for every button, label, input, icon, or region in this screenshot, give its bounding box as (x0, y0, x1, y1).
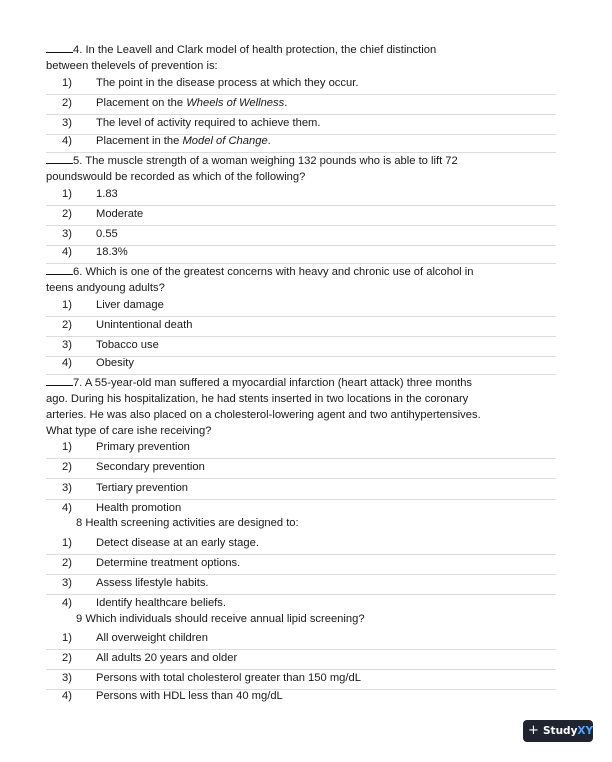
option-row (46, 649, 556, 670)
option-text: 0.55 (96, 228, 118, 240)
question-5-stem (46, 153, 501, 185)
option-number: 3) (62, 482, 72, 494)
plus-icon: + (528, 723, 539, 738)
option-text: Liver damage (96, 299, 164, 311)
brand-name: StudyXY (543, 725, 594, 737)
option-text: Moderate (96, 208, 144, 220)
option-row (46, 74, 556, 95)
option-text: Primary prevention (96, 441, 190, 453)
option-text: Placement on the Wheels of Wellness. (96, 97, 288, 109)
stem-line: 7. A 55-year-old man suffered a myocardial infarction (heart attack) three months (73, 377, 473, 389)
question-4-stem (46, 42, 501, 74)
option-number: 2) (62, 557, 72, 569)
option-row (46, 316, 556, 337)
question-8-stem (76, 515, 531, 531)
option-number: 4) (62, 690, 72, 702)
option-text: Assess lifestyle habits. (96, 577, 209, 589)
option-row (46, 479, 556, 500)
option-number: 1) (62, 537, 72, 549)
option-row (46, 458, 556, 479)
option-text: All adults 20 years and older (96, 652, 238, 664)
stem-line: 6. Which is one of the greatest concerns with heavy and chronic use of alcohol in (73, 266, 474, 278)
answer-blank (46, 376, 73, 386)
stem-line: between thelevels of prevention is: (46, 60, 218, 72)
option-number: 2) (62, 319, 72, 331)
option-number: 4) (62, 246, 72, 258)
option-row (46, 574, 556, 595)
option-text: Placement in the Model of Change. (96, 135, 271, 147)
option-row (46, 534, 556, 555)
option-text: Persons with total cholesterol greater than 150 mg/dL (96, 672, 361, 684)
stem-line: 8 Health screening activities are designed to: (76, 517, 299, 529)
option-number: 3) (62, 117, 72, 129)
option-number: 4) (62, 135, 72, 147)
stem-line: arteries. He was also placed on a cholesterol-lowering agent and two antihypertensives. (46, 409, 481, 421)
option-text: Obesity (96, 357, 134, 369)
option-number: 3) (62, 339, 72, 351)
option-number: 1) (62, 77, 72, 89)
stem-line: teens andyoung adults? (46, 282, 165, 294)
option-text: Secondary prevention (96, 461, 205, 473)
option-text: Detect disease at an early stage. (96, 537, 259, 549)
option-number: 4) (62, 597, 72, 609)
option-text: Determine treatment options. (96, 557, 241, 569)
option-text: Unintentional death (96, 319, 193, 331)
question-9-stem (76, 611, 531, 627)
option-number: 4) (62, 502, 72, 514)
option-text: The point in the disease process at which they occur. (96, 77, 359, 89)
answer-blank (46, 154, 73, 164)
answer-blank (46, 43, 73, 53)
question-6-stem (46, 264, 501, 296)
option-text: The level of activity required to achieve them. (96, 117, 321, 129)
option-text: All overweight children (96, 632, 208, 644)
option-text: 18.3% (96, 246, 128, 258)
option-number: 2) (62, 461, 72, 473)
option-number: 2) (62, 652, 72, 664)
option-number: 3) (62, 672, 72, 684)
studyxy-logo[interactable] (523, 720, 593, 742)
stem-line: 9 Which individuals should receive annual lipid screening? (76, 613, 365, 625)
option-row (46, 296, 556, 317)
option-row (46, 629, 556, 650)
option-number: 1) (62, 441, 72, 453)
option-row (46, 354, 556, 375)
option-number: 3) (62, 228, 72, 240)
option-number: 1) (62, 188, 72, 200)
option-text: Persons with HDL less than 40 mg/dL (96, 690, 283, 702)
option-row (46, 205, 556, 226)
option-row (46, 438, 556, 459)
option-number: 4) (62, 357, 72, 369)
option-row (46, 185, 556, 206)
option-row (46, 687, 556, 707)
question-7-stem (46, 375, 516, 439)
option-text: 1.83 (96, 188, 118, 200)
option-text: Tobacco use (96, 339, 159, 351)
stem-line: ago. During his hospitalization, he had stents inserted in two locations in the coronary (46, 393, 469, 405)
option-row (46, 554, 556, 575)
option-row (46, 243, 556, 264)
stem-line: poundswould be recorded as which of the following? (46, 171, 306, 183)
option-number: 3) (62, 577, 72, 589)
option-number: 1) (62, 632, 72, 644)
option-text: Health promotion (96, 502, 182, 514)
option-row (46, 94, 556, 115)
option-number: 2) (62, 208, 72, 220)
option-text: Identify healthcare beliefs. (96, 597, 226, 609)
option-number: 2) (62, 97, 72, 109)
stem-line: What type of care ishe receiving? (46, 425, 212, 437)
stem-line: 5. The muscle strength of a woman weighing 132 pounds who is able to lift 72 (73, 155, 458, 167)
answer-blank (46, 265, 73, 275)
option-number: 1) (62, 299, 72, 311)
stem-line: 4. In the Leavell and Clark model of health protection, the chief distinction (73, 44, 437, 56)
option-row (46, 132, 556, 153)
option-text: Tertiary prevention (96, 482, 189, 494)
